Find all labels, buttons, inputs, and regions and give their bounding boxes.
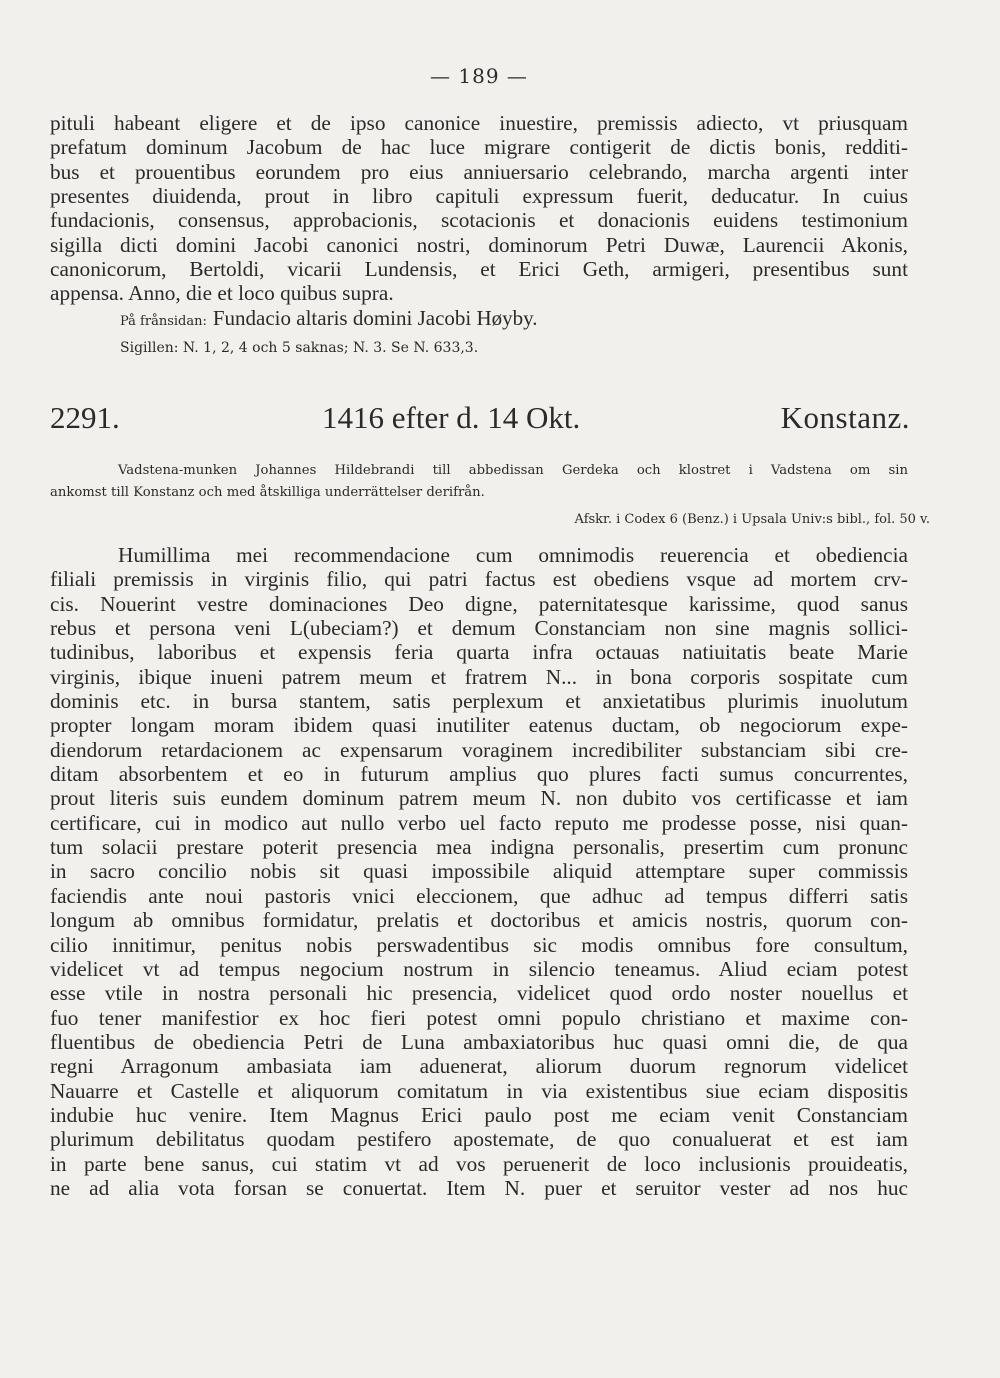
text-line: sigilla dicti domini Jacobi canonici nostri, dominorum Petri Duwæ, Laurencii Akonis, — [50, 232, 908, 257]
text-line: Nauarre et Castelle et aliquorum comitatum in via existentibus siue eciam dispositis — [50, 1078, 908, 1103]
text-line: tudinibus, laboribus et expensis feria quarta infra octauas natiuitatis beate Marie — [50, 640, 908, 665]
continuation-paragraph — [50, 111, 908, 306]
back-side-label: På frånsidan: — [120, 314, 207, 329]
text-line: cis. Nouerint vestre dominaciones Deo digne, paternitatesque karissime, quod sanus — [50, 591, 908, 616]
entry-number: 2291. — [50, 400, 120, 435]
entry-date: 1416 efter d. 14 Okt. — [322, 400, 581, 435]
text-line: dominis etc. in bursa stantem, satis perplexum et anxietatibus plurimis inuolutum — [50, 689, 908, 714]
text-line: videlicet vt ad tempus negocium nostrum in silencio teneamus. Aliud eciam potest — [50, 956, 908, 981]
text-line: prout literis suis eundem dominum patrem meum N. non dubito vos certificasse et iam — [50, 786, 908, 811]
back-side-note — [120, 306, 538, 331]
text-line: tum solacii prestare poterit presencia mea indigna personalis, presertim cum pronunc — [50, 835, 908, 860]
text-line: fluentibus de obediencia Petri de Luna ambaxiatoribus huc quasi omni die, de qua — [50, 1029, 908, 1054]
text-line: filiali premissis in virginis filio, qui patri factus est obediens vsque ad mortem crv- — [50, 567, 908, 592]
entry-summary — [50, 460, 908, 504]
text-line: cilio innitimur, penitus nobis perswadentibus sic modis omnibus fore consultum, — [50, 932, 908, 957]
text-line: regni Arragonum ambasiata iam aduenerat, aliorum duorum regnorum videlicet — [50, 1054, 908, 1079]
text-line: in sacro concilio nobis sit quasi impossibile aliquid attemptare super commissis — [50, 859, 908, 884]
text-line: diendorum retardacionem ac expensarum voraginem incredibiliter substanciam sibi cre- — [50, 737, 908, 762]
text-line: fundacionis, consensus, approbacionis, scotacionis et donacionis euidens testimonium — [50, 208, 908, 233]
source-note: Afskr. i Codex 6 (Benz.) i Upsala Univ:s bibl., fol. 50 v. — [574, 512, 930, 527]
text-line: propter longam moram ibidem quasi inutiliter eatenus ductam, ob negociorum expe- — [50, 713, 908, 738]
text-line: appensa. Anno, die et loco quibus supra. — [50, 281, 394, 306]
text-line: longum ab omnibus formidatur, prelatis et doctoribus et amicis nostris, quorum con- — [50, 908, 908, 933]
seals-note: Sigillen: N. 1, 2, 4 och 5 saknas; N. 3. Se N. 633,3. — [120, 340, 479, 356]
text-line: ditam absorbentem et eo in futurum amplius quo plures facti sumus concurrentes, — [50, 762, 908, 787]
text-line: prefatum dominum Jacobum de hac luce migrare contigerit de dictis bonis, redditi- — [50, 135, 908, 160]
text-line: ne ad alia vota forsan se conuertat. Item N. puer et seruitor vester ad nos huc — [50, 1175, 908, 1200]
text-line: Humillima mei recommendacione cum omnimodis reuerencia et obediencia — [118, 543, 908, 567]
text-line: virginis, ibique inueni patrem meum et fratrem N... in bona corporis sospitate cum — [50, 664, 908, 689]
text-line: indubie huc venire. Item Magnus Erici paulo post me eciam venit Constanciam — [50, 1102, 908, 1127]
summary-line: ankomst till Konstanz och med åtskilliga underrättelser derifrån. — [50, 485, 485, 500]
back-side-text: Fundacio altaris domini Jacobi Høyby. — [212, 306, 538, 330]
text-line: in parte bene sanus, cui statim vt ad vos peruenerit de loco inclusionis prouideatis, — [50, 1151, 908, 1176]
text-line: fuo tener manifestior ex hoc fieri potest omni populo christiano et maxime con- — [50, 1005, 908, 1030]
text-line: faciendis ante noui pastoris vnici eleccionem, que adhuc ad tempus differri satis — [50, 883, 908, 908]
text-line: certificare, cui in modico aut nullo verbo uel facto reputo me prodesse posse, nisi quan- — [50, 810, 908, 835]
page-number: — 189 — — [430, 64, 528, 88]
entry-header — [50, 400, 908, 440]
text-line: plurimum debilitatus quodam pestifero apostemate, de quo conualuerat et est iam — [50, 1127, 908, 1152]
summary-line: Vadstena-munken Johannes Hildebrandi till abbedissan Gerdeka och klostret i Vadstena om sin — [118, 463, 908, 478]
entry-place: Konstanz. — [780, 400, 910, 435]
text-line: presentes diuidenda, prout in libro capituli expressum fuerit, deducatur. In cuius — [50, 184, 908, 209]
text-line: bus et prouentibus eorundem pro eius anniuersario celebrando, marcha argenti inter — [50, 159, 908, 184]
document-page — [50, 0, 930, 1378]
text-line: canonicorum, Bertoldi, vicarii Lundensis, et Erici Geth, armigeri, presentibus sunt — [50, 257, 908, 282]
text-line: esse vtile in nostra personali hic presencia, videlicet quod ordo noster nouellus et — [50, 981, 908, 1006]
text-line: rebus et persona veni L(ubeciam?) et demum Constanciam non sine magnis sollici- — [50, 616, 908, 641]
text-line: pituli habeant eligere et de ipso canonice inuestire, premissis adiecto, vt priusquam — [50, 111, 908, 135]
letter-text — [50, 543, 908, 1200]
